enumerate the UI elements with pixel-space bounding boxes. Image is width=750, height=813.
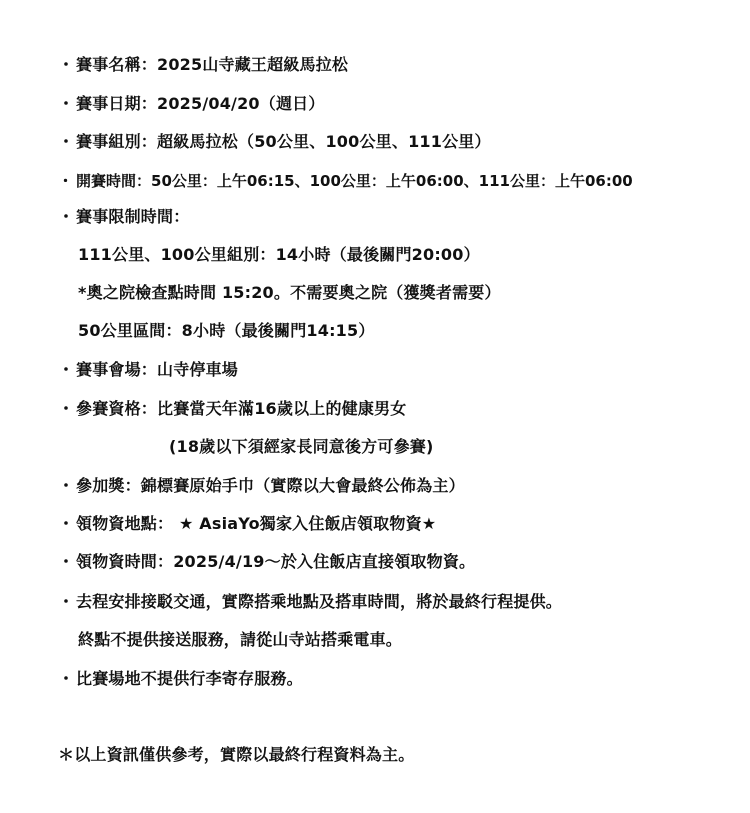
finisher-gift-line xyxy=(58,476,465,496)
time-limit-heading-text: 賽事限制時間： xyxy=(76,207,190,226)
time-limit-50-text: 50公里區間：8小時（最後關門14:15） xyxy=(78,321,375,340)
bullet: ・ xyxy=(58,94,75,113)
start-time-line xyxy=(58,171,633,191)
finish-transport-line xyxy=(78,630,402,650)
eligibility-line xyxy=(58,399,406,419)
bullet: ・ xyxy=(58,132,75,151)
eligibility-note-line xyxy=(169,437,434,457)
venue-text: 賽事會場：山寺停車場 xyxy=(76,360,239,379)
event-category-text: 賽事組別：超級馬拉松（50公里、100公里、111公里） xyxy=(76,132,491,151)
bullet: ・ xyxy=(58,669,75,688)
time-limit-50-line xyxy=(78,321,375,341)
bullet: ・ xyxy=(58,360,75,379)
pickup-time-text: 領物資時間：2025/4/19～於入住飯店直接領取物資。 xyxy=(76,552,476,571)
checkpoint-note-line xyxy=(78,283,501,303)
pickup-time-line xyxy=(58,552,475,572)
venue-line xyxy=(58,360,238,380)
pickup-location-text: 領物資地點： ★ AsiaYo獨家入住飯店領取物資★ xyxy=(76,514,437,533)
bullet: ・ xyxy=(58,399,75,418)
luggage-text: 比賽場地不提供行李寄存服務。 xyxy=(76,669,303,688)
time-limit-111-100-line xyxy=(78,245,480,265)
finisher-gift-text: 參加獎：錦標賽原始手巾（實際以大會最終公佈為主） xyxy=(76,476,465,495)
footnote-mark: ＊ xyxy=(58,745,75,764)
pickup-location-line xyxy=(58,514,436,534)
finish-transport-text: 終點不提供接送服務，請從山寺站搭乘電車。 xyxy=(78,630,403,649)
bullet: ・ xyxy=(58,476,75,495)
time-limit-heading-line xyxy=(58,207,189,227)
event-date-line xyxy=(58,94,325,114)
event-category-line xyxy=(58,132,491,152)
luggage-line xyxy=(58,669,303,689)
bullet: ・ xyxy=(58,207,75,226)
event-date-text: 賽事日期：2025/04/20（週日） xyxy=(76,94,325,113)
event-name-text: 賽事名稱：2025山寺藏王超級馬拉松 xyxy=(76,55,349,74)
eligibility-note-text: (18歲以下須經家長同意後方可參賽) xyxy=(169,437,434,456)
shuttle-text: 去程安排接駁交通，實際搭乘地點及搭車時間，將於最終行程提供。 xyxy=(76,592,563,611)
footnote-text: 以上資訊僅供參考，實際以最終行程資料為主。 xyxy=(74,745,415,764)
shuttle-line xyxy=(58,592,562,612)
event-name-line xyxy=(58,55,348,75)
bullet: ・ xyxy=(58,514,75,533)
bullet: ・ xyxy=(58,552,75,571)
start-time-text: 開賽時間：50公里：上午06:15、100公里：上午06:00、111公里：上午06:00 xyxy=(76,172,633,190)
bullet: ・ xyxy=(58,55,75,74)
bullet: ・ xyxy=(58,172,74,190)
eligibility-text: 參賽資格：比賽當天年滿16歲以上的健康男女 xyxy=(76,399,407,418)
footnote-line xyxy=(58,745,414,765)
checkpoint-note-text: *奧之院檢查點時間 15:20。不需要奧之院（獲獎者需要） xyxy=(78,283,501,302)
bullet: ・ xyxy=(58,592,75,611)
time-limit-111-100-text: 111公里、100公里組別：14小時（最後關門20:00） xyxy=(78,245,480,264)
